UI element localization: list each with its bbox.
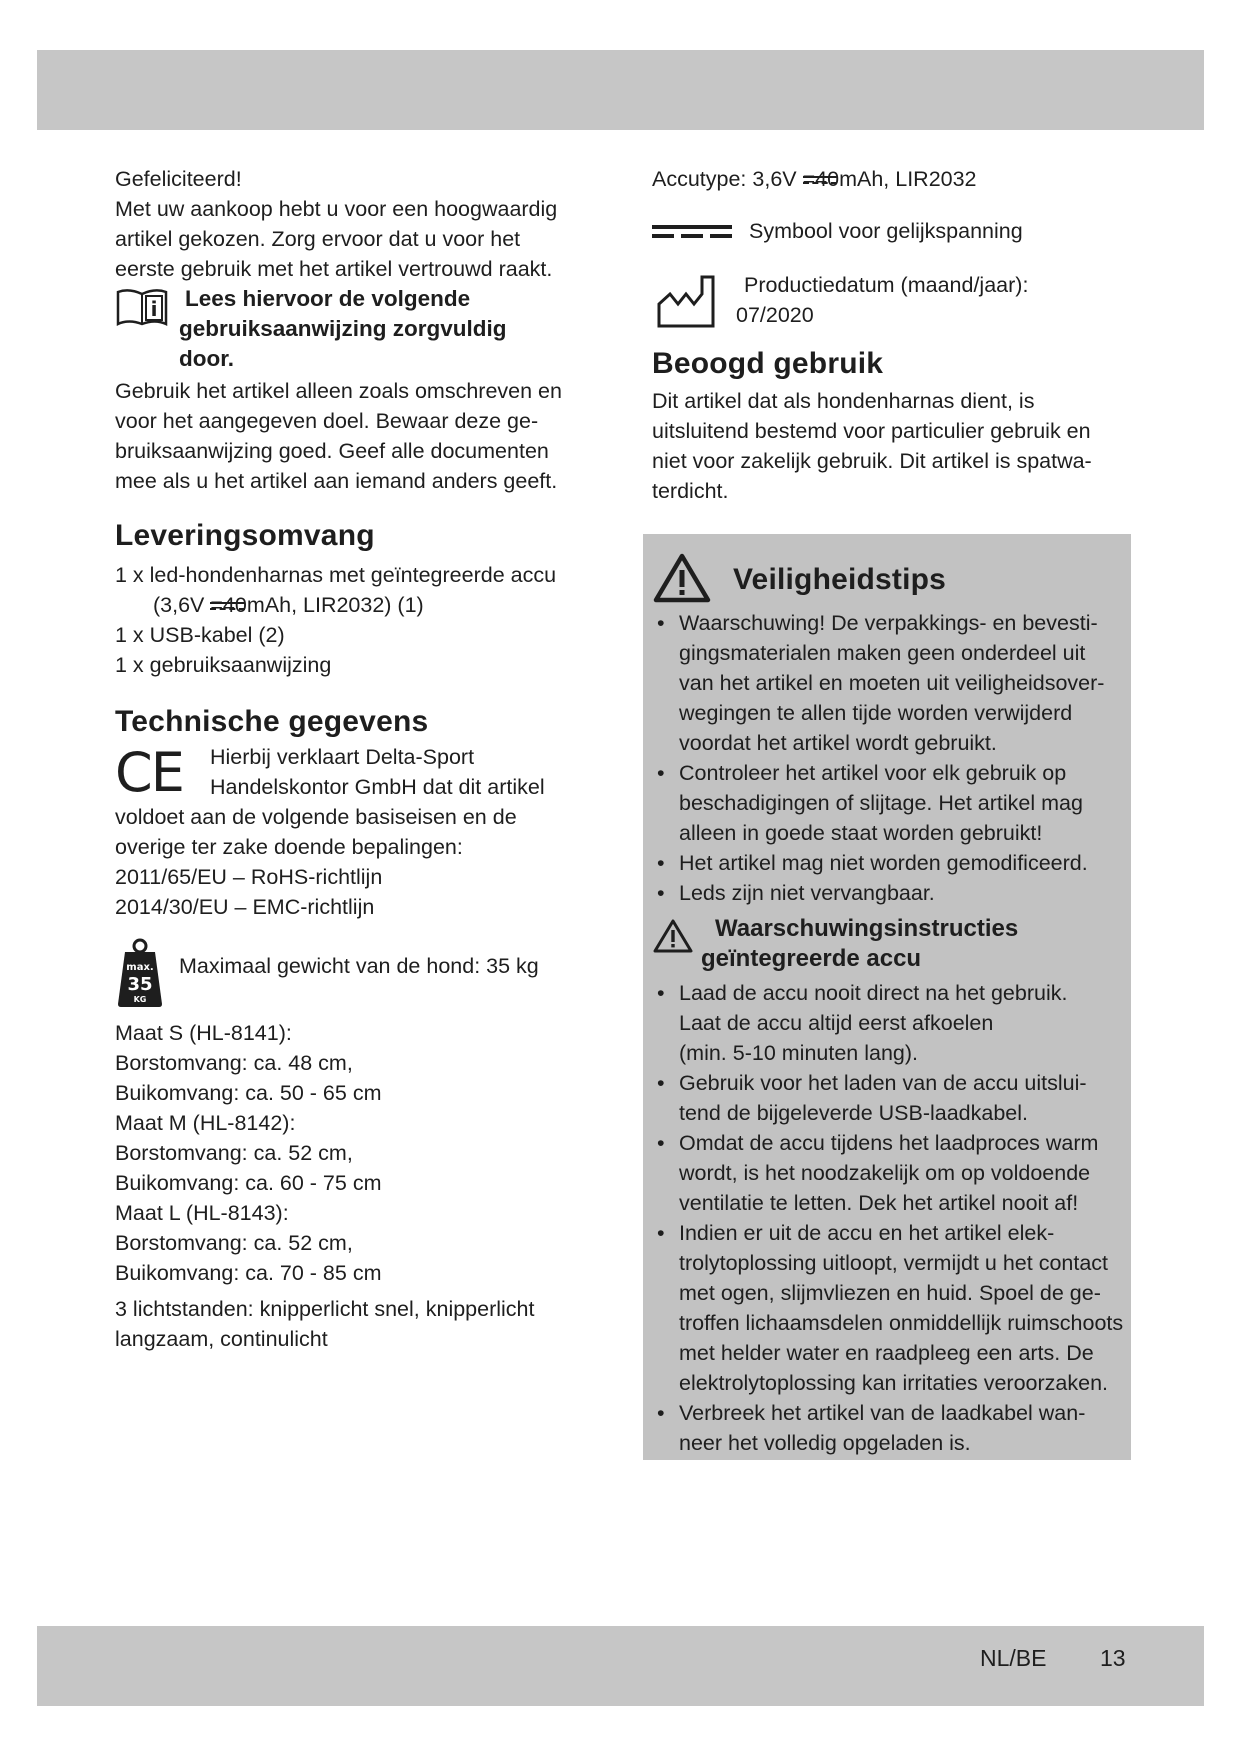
delivery-item-sub: (3,6V =40mAh, LIR2032) (1) [115,590,595,620]
intended-line: niet voor zakelijk gebruik. Dit artikel is spatwa- [652,449,1092,473]
size-line: Buikomvang: ca. 60 - 75 cm [115,1171,382,1195]
size-line: Borstomvang: ca. 48 cm, [115,1051,353,1075]
size-line: Borstomvang: ca. 52 cm, [115,1231,353,1255]
intro-line: Gefeliciteerd! [115,167,242,191]
safety-heading: Veiligheidstips [733,563,947,596]
battery-warning-list [653,978,1128,1458]
warning-item: • Indien er uit de accu en het artikel elek- trolytoplossing uitloopt, vermijdt u het contact met ogen, slijmvliezen en huid. Spoel de ge- troffen lichaamsdelen onmiddellijk ruimschoots met helder water en raadpleeg een arts. De elektrolytoplossing kan irritaties veroorzaken. [653,1218,1128,1398]
ce-line: overige ter zake doende bepalingen: [115,835,463,859]
safety-item: • Controleer het artikel voor elk gebruik op beschadigingen of slijtage. Het artikel mag alleen in goede staat worden gebruikt! [653,758,1128,848]
page-number: 13 [1100,1645,1126,1671]
ce-line: 2014/30/EU – EMC-richtlijn [115,895,375,919]
manual-info-icon [115,286,169,333]
dc-symbol-row [652,216,1132,250]
ce-line: voldoet aan de volgende basiseisen en de [115,805,517,829]
delivery-heading: Leveringsomvang [115,519,375,552]
production-date-row [652,270,1132,336]
delivery-item: 1 x led-hondenharnas met geïntegreerde accu [115,563,557,587]
dc-voltage-icon [652,224,732,245]
ce-mark-icon: CE [115,741,183,804]
weight-text: Maximaal gewicht van de hond: 35 kg [179,954,539,978]
size-line: Maat L (HL-8143): [115,1201,289,1225]
light-modes [115,1294,595,1354]
warning-item: • Verbreek het artikel van de laadkabel wan- neer het volledig opgeladen is. [653,1398,1128,1458]
warning-item: • Laad de accu nooit direct na het gebruik. Laat de accu altijd eerst afkoelen (min. 5-10 minuten lang). [653,978,1128,1068]
intended-line: Dit artikel dat als hondenharnas dient, is [652,389,1035,413]
safety-item: • Het artikel mag niet worden gemodificeerd. [653,848,1128,878]
production-date-label: Productiedatum (maand/jaar): [744,273,1029,297]
intro-text [115,164,595,284]
svg-text:KG: KG [133,995,147,1004]
usage-text [115,376,595,496]
size-line: Borstomvang: ca. 52 cm, [115,1141,353,1165]
warning-triangle-icon [653,552,711,604]
warning-item: • Omdat de accu tijdens het laadproces warm wordt, is het noodzakelijk om op voldoende ventilatie te letten. Dek het artikel nooit af! [653,1128,1128,1218]
max-weight [115,934,595,1016]
intro-line: artikel gekozen. Zorg ervoor dat u voor het [115,227,521,251]
warning-triangle-small-icon [653,918,693,954]
tech-heading: Technische gegevens [115,705,429,738]
right-column [652,164,1132,506]
safety-box [643,534,1131,1460]
intended-use-text [652,386,1132,506]
battery-warning-header [653,914,1128,974]
intended-line: uitsluitend bestemd voor particulier gebruik en [652,419,1091,443]
footer-language: NL/BE [980,1645,1047,1671]
safety-item: • Waarschuwing! De verpakkings- en bevesti- gingsmaterialen maken geen onderdeel uit van het artikel en moeten uit veiligheidsover- wegingen te allen tijde worden verwijderd voordat het artikel wordt gebruikt. [653,608,1128,758]
usage-line: Gebruik het artikel alleen zoals omschreven en [115,379,562,403]
safety-list [653,608,1128,908]
usage-line: voor het aangegeven doel. Bewaar deze ge- [115,409,539,433]
header-bar [37,50,1204,130]
size-line: Buikomvang: ca. 50 - 65 cm [115,1081,382,1105]
delivery-item: 1 x USB-kabel (2) [115,623,285,647]
ce-declaration [115,742,595,922]
light-line: 3 lichtstanden: knipperlicht snel, knipperlicht [115,1297,535,1321]
factory-icon [656,274,716,333]
read-notice-line: door. [179,346,234,371]
intended-line: terdicht. [652,479,729,503]
read-notice-line: Lees hiervoor de volgende [185,286,471,311]
warning-item: • Gebruik voor het laden van de accu uitslui- tend de bijgeleverde USB-laadkabel. [653,1068,1128,1128]
read-notice [115,284,595,374]
svg-text:i: i [150,297,158,321]
weight-icon [115,938,165,1013]
read-notice-line: gebruiksaanwijzing zorgvuldig [179,316,507,341]
ce-line: Handelskontor GmbH dat dit artikel [210,775,545,799]
usage-line: mee als u het artikel aan iemand anders geeft. [115,469,558,493]
production-date-value: 07/2020 [736,303,814,327]
safety-header [653,552,1128,608]
size-line: Maat M (HL-8142): [115,1111,296,1135]
delivery-list [115,560,595,680]
sizes-list [115,1018,595,1288]
delivery-item: 1 x gebruiksaanwijzing [115,653,332,677]
svg-text:35: 35 [127,974,153,995]
intended-use-heading: Beoogd gebruik [652,347,884,380]
ce-line: Hierbij verklaart Delta-Sport [210,745,475,769]
size-line: Maat S (HL-8141): [115,1021,292,1045]
left-column [115,164,595,1354]
light-line: langzaam, continulicht [115,1327,328,1351]
ce-line: 2011/65/EU – RoHS-richtlijn [115,865,383,889]
safety-item: • Leds zijn niet vervangbaar. [653,878,1128,908]
intro-line: eerste gebruik met het artikel vertrouwd raakt. [115,257,553,281]
size-line: Buikomvang: ca. 70 - 85 cm [115,1261,382,1285]
svg-text:max.: max. [126,962,154,973]
battery-warning-heading-line: Waarschuwingsinstructies [715,915,1019,942]
battery-type: Accutype: 3,6V =40mAh, LIR2032 [652,164,1132,194]
usage-line: bruiksaanwijzing goed. Geef alle documenten [115,439,549,463]
dc-symbol-text: Symbool voor gelijkspanning [749,219,1023,243]
intro-line: Met uw aankoop hebt u voor een hoogwaardig [115,197,558,221]
battery-warning-heading-line: geïntegreerde accu [701,945,922,972]
